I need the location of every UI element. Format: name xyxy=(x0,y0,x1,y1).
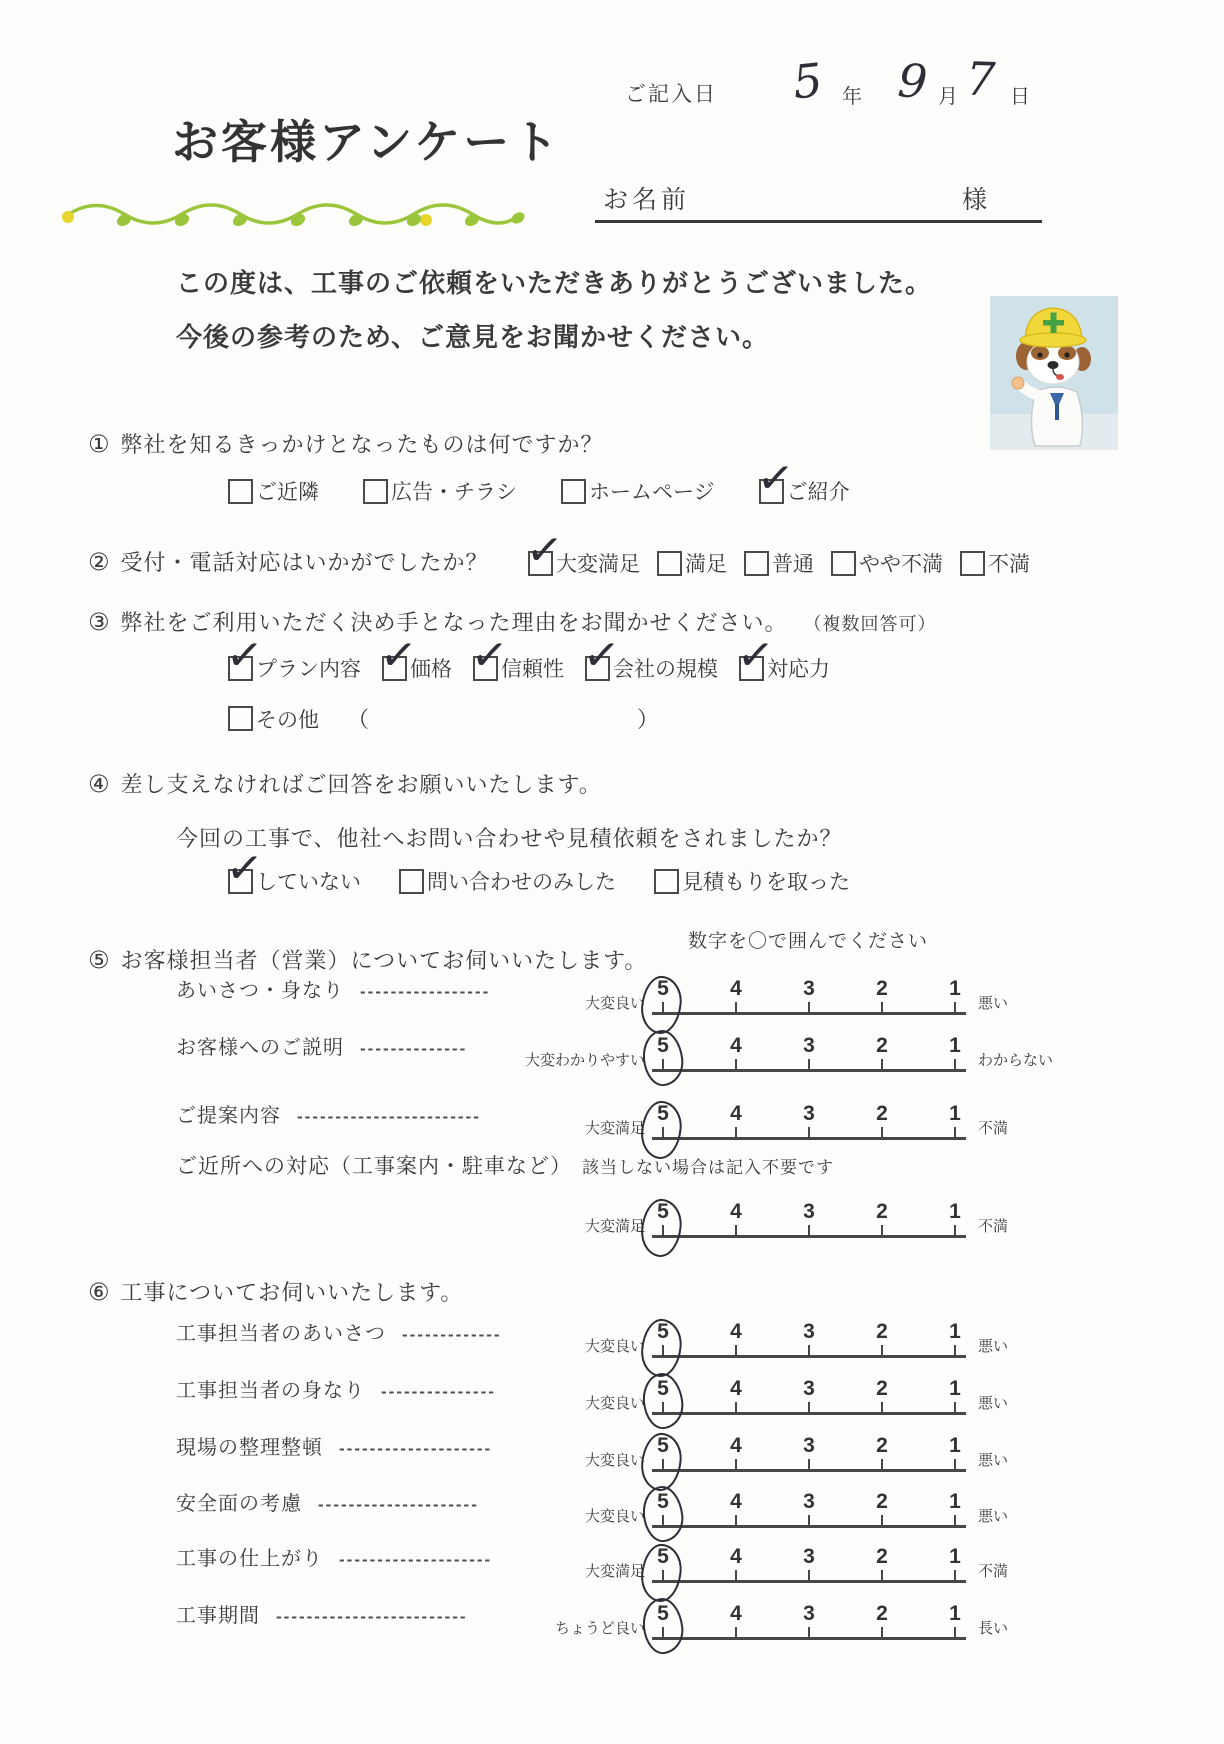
tick-mark xyxy=(881,1225,883,1235)
vine-decoration xyxy=(58,194,526,232)
scale-number-text: 5 xyxy=(657,1377,669,1400)
question-6-number: ⑥ xyxy=(88,1279,111,1306)
intro-line-2: 今後の参考のため、ご意見をお聞かせください。 xyxy=(176,322,769,352)
tick-mark xyxy=(735,1459,737,1469)
construction-dog-mascot xyxy=(990,296,1118,450)
scale-number-3[interactable] xyxy=(798,1435,820,1469)
scale-number-4[interactable] xyxy=(725,1103,747,1137)
scale-number-text: 5 xyxy=(657,1434,669,1457)
scale-number-text: 2 xyxy=(876,977,888,1000)
date-day-value[interactable]: 7 xyxy=(965,51,997,107)
rating-label: 工事の仕上がり xyxy=(176,1548,323,1570)
scale-number-text: 3 xyxy=(803,1490,815,1513)
question-1 xyxy=(88,428,604,459)
date-year-value[interactable]: 5 xyxy=(790,52,826,110)
scale-number-text: 5 xyxy=(657,1545,669,1568)
tick-mark xyxy=(662,1002,664,1012)
rating-row-worker-appearance xyxy=(0,1357,1224,1415)
tick-mark xyxy=(808,1402,810,1412)
scale-number-2[interactable] xyxy=(871,1103,893,1137)
rating-scale[interactable] xyxy=(652,1429,966,1472)
scale-number-5[interactable] xyxy=(652,978,674,1012)
rating-scale[interactable] xyxy=(652,1029,966,1072)
tick-mark xyxy=(662,1627,664,1637)
dotted-leader: ------------------------ xyxy=(297,1107,481,1126)
other-close-paren: ） xyxy=(637,707,660,732)
scale-number-text: 1 xyxy=(949,1490,961,1513)
question-4-text: 差し支えなければご回答をお願いいたします。 xyxy=(120,772,602,797)
scale-number-text: 2 xyxy=(876,1200,888,1223)
scale-number-text: 5 xyxy=(657,977,669,1000)
question-2-options xyxy=(528,548,1030,578)
checkbox-koukoku-chirashi[interactable]: 広告・チラシ xyxy=(363,476,517,506)
scale-number-5[interactable] xyxy=(652,1321,674,1355)
scale-number-text: 3 xyxy=(803,1602,815,1625)
question-3-number: ③ xyxy=(88,609,111,636)
rating-label: 工事担当者のあいさつ xyxy=(176,1323,386,1345)
scale-number-text: 1 xyxy=(949,1034,961,1057)
scale-number-text: 1 xyxy=(949,1545,961,1568)
rating-scale[interactable] xyxy=(652,1540,966,1583)
tick-mark xyxy=(808,1570,810,1580)
scale-right-label: 悪い xyxy=(978,995,1009,1012)
tick-mark xyxy=(954,1627,956,1637)
scale-right-label: 悪い xyxy=(978,1338,1009,1355)
tick-mark xyxy=(662,1402,664,1412)
scale-number-5[interactable] xyxy=(652,1435,674,1469)
tick-mark xyxy=(954,1459,956,1469)
checkbox-toiawase-nomi[interactable]: 問い合わせのみした xyxy=(399,866,616,896)
tick-mark xyxy=(808,1345,810,1355)
other-open-paren: （ xyxy=(347,707,370,732)
not-applicable-note: 該当しない場合は記入不要です xyxy=(582,1158,834,1177)
tick-mark xyxy=(662,1570,664,1580)
date-month-value[interactable]: 9 xyxy=(896,53,930,109)
scale-left-label: 大変満足 xyxy=(584,1120,645,1137)
tick-mark xyxy=(662,1345,664,1355)
scale-number-5[interactable] xyxy=(652,1201,674,1235)
checkbox-homepage[interactable]: ホームページ xyxy=(561,476,715,506)
scale-number-2[interactable] xyxy=(871,1603,893,1637)
rating-row-neighbors xyxy=(0,1180,1224,1238)
dotted-leader: --------------------- xyxy=(318,1495,479,1514)
question-6-text: 工事についてお伺いいたします。 xyxy=(120,1280,464,1305)
scale-number-text: 3 xyxy=(803,1200,815,1223)
rating-scale[interactable] xyxy=(652,1372,966,1415)
checkbox-kakaku[interactable]: ✓ 価格 xyxy=(382,653,452,683)
tick-mark xyxy=(954,1059,956,1069)
scale-number-3[interactable] xyxy=(798,1103,820,1137)
scale-left-label: 大変良い xyxy=(584,995,645,1012)
scale-number-1[interactable] xyxy=(944,1603,966,1637)
scale-left-label: 大変良い xyxy=(584,1395,645,1412)
question-3-options xyxy=(228,653,830,683)
name-input-line[interactable] xyxy=(595,220,1042,223)
rating-label: 安全面の考慮 xyxy=(176,1493,302,1515)
scale-number-text: 5 xyxy=(657,1034,669,1057)
scale-number-text: 1 xyxy=(949,1102,961,1125)
question-3-text: 弊社をご利用いただく決め手となった理由をお聞かせください。 xyxy=(120,610,788,635)
tick-mark xyxy=(954,1127,956,1137)
rating-row-greeting-appearance xyxy=(0,957,1224,1015)
scale-number-5[interactable] xyxy=(652,1378,674,1412)
scale-number-text: 2 xyxy=(876,1102,888,1125)
tick-mark xyxy=(735,1225,737,1235)
scale-number-text: 3 xyxy=(803,1320,815,1343)
scale-number-3[interactable] xyxy=(798,1546,820,1580)
tick-mark xyxy=(881,1627,883,1637)
scale-number-text: 3 xyxy=(803,977,815,1000)
scale-number-text: 3 xyxy=(803,1102,815,1125)
circle-number-instruction: 数字を〇で囲んでください xyxy=(688,931,929,952)
scale-left-label: ちょうど良い xyxy=(554,1620,645,1637)
scale-right-label: 長い xyxy=(978,1620,1009,1637)
scale-number-2[interactable] xyxy=(871,1435,893,1469)
checkbox-goshoukai[interactable]: ✓ ご紹介 xyxy=(759,476,850,506)
checkbox-mitsumori-totta[interactable]: 見積もりを取った xyxy=(654,866,850,896)
scale-number-1[interactable] xyxy=(944,1546,966,1580)
scale-number-2[interactable] xyxy=(871,1201,893,1235)
checkbox-icon[interactable] xyxy=(399,869,424,894)
question-5-text: お客様担当者（営業）についてお伺いいたします。 xyxy=(120,948,648,973)
scale-number-3[interactable] xyxy=(798,1201,820,1235)
intro-text xyxy=(176,256,932,364)
scale-number-text: 2 xyxy=(876,1034,888,1057)
dotted-leader: -------------------- xyxy=(339,1550,493,1569)
question-1-number: ① xyxy=(88,431,111,458)
checkbox-icon[interactable] xyxy=(228,656,253,681)
scale-number-text: 1 xyxy=(949,1434,961,1457)
checkbox-plan-naiyou[interactable]: ✓ プラン内容 xyxy=(228,653,361,683)
scale-number-text: 2 xyxy=(876,1377,888,1400)
checkbox-icon[interactable] xyxy=(228,706,253,731)
scale-number-1[interactable] xyxy=(944,1491,966,1525)
scale-right-label: 悪い xyxy=(978,1452,1009,1469)
rating-row-safety xyxy=(0,1470,1224,1528)
tick-mark xyxy=(881,1459,883,1469)
scale-left-label: 大変良い xyxy=(584,1508,645,1525)
scale-number-text: 4 xyxy=(730,1602,742,1625)
question-2-number: ② xyxy=(88,549,111,576)
scale-number-4[interactable] xyxy=(725,1321,747,1355)
rating-row-construction-period xyxy=(0,1582,1224,1640)
scale-number-1[interactable] xyxy=(944,1201,966,1235)
scale-number-text: 5 xyxy=(657,1102,669,1125)
question-4-options xyxy=(228,866,850,896)
tick-mark xyxy=(954,1515,956,1525)
scale-number-1[interactable] xyxy=(944,1435,966,1469)
scale-number-text: 3 xyxy=(803,1034,815,1057)
question-1-options xyxy=(228,476,850,506)
scale-number-1[interactable] xyxy=(944,1321,966,1355)
tick-mark xyxy=(662,1515,664,1525)
scale-number-4[interactable] xyxy=(725,1201,747,1235)
tick-mark xyxy=(954,1225,956,1235)
tick-mark xyxy=(662,1059,664,1069)
scale-number-text: 4 xyxy=(730,1320,742,1343)
scale-number-2[interactable] xyxy=(871,1378,893,1412)
checkbox-icon[interactable] xyxy=(759,479,784,504)
checkbox-shiteinai[interactable]: ✓ していない xyxy=(228,866,361,896)
question-1-text: 弊社を知るきっかけとなったものは何ですか？ xyxy=(120,432,604,457)
scale-number-4[interactable] xyxy=(725,1035,747,1069)
rating-label: あいさつ・身なり xyxy=(176,980,344,1002)
checkbox-icon[interactable] xyxy=(657,551,682,576)
date-month-unit: 月 xyxy=(938,86,958,108)
rating-label: ご提案内容 xyxy=(176,1105,281,1127)
question-4 xyxy=(88,768,602,799)
rating-label: 現場の整理整頓 xyxy=(176,1437,323,1459)
rating-label: お客様へのご説明 xyxy=(176,1037,344,1059)
name-label: お名前 xyxy=(603,186,691,214)
question-5-number: ⑤ xyxy=(88,947,111,974)
scale-number-4[interactable] xyxy=(725,1603,747,1637)
scale-number-5[interactable] xyxy=(652,1546,674,1580)
scale-number-text: 4 xyxy=(730,1034,742,1057)
scale-right-label: 不満 xyxy=(978,1563,1009,1580)
tick-mark xyxy=(662,1127,664,1137)
tick-mark xyxy=(735,1127,737,1137)
checkbox-icon[interactable] xyxy=(831,551,856,576)
scale-number-text: 2 xyxy=(876,1490,888,1513)
scale-number-1[interactable] xyxy=(944,1378,966,1412)
tick-mark xyxy=(954,1570,956,1580)
scale-number-5[interactable] xyxy=(652,1603,674,1637)
scale-right-label: 不満 xyxy=(978,1120,1009,1137)
scale-number-4[interactable] xyxy=(725,1378,747,1412)
scale-number-3[interactable] xyxy=(798,1603,820,1637)
checkbox-shinraisei[interactable]: ✓ 信頼性 xyxy=(473,653,564,683)
scale-number-2[interactable] xyxy=(871,1546,893,1580)
scale-number-1[interactable] xyxy=(944,1103,966,1137)
scale-number-1[interactable] xyxy=(944,1035,966,1069)
scale-number-text: 1 xyxy=(949,1377,961,1400)
tick-mark xyxy=(662,1225,664,1235)
name-honorific: 様 xyxy=(962,186,992,214)
tick-mark xyxy=(881,1515,883,1525)
scale-left-label: 大変良い xyxy=(584,1452,645,1469)
scale-number-text: 3 xyxy=(803,1377,815,1400)
tick-mark xyxy=(954,1002,956,1012)
scale-number-text: 5 xyxy=(657,1320,669,1343)
checkbox-icon[interactable] xyxy=(739,656,764,681)
tick-mark xyxy=(808,1059,810,1069)
checkbox-icon[interactable] xyxy=(363,479,388,504)
dotted-leader: -------------- xyxy=(360,1039,468,1058)
tick-mark xyxy=(808,1459,810,1469)
rating-row-neighbors-label: ご近所への対応（工事案内・駐車など） 該当しない場合は記入不要です xyxy=(176,1155,834,1178)
scale-number-text: 3 xyxy=(803,1545,815,1568)
tick-mark xyxy=(954,1345,956,1355)
tick-mark xyxy=(735,1515,737,1525)
tick-mark xyxy=(808,1002,810,1012)
rating-row-explanation xyxy=(0,1014,1224,1072)
date-day-unit: 日 xyxy=(1010,86,1030,108)
scale-left-label: 大変良い xyxy=(584,1338,645,1355)
rating-row-proposal xyxy=(0,1082,1224,1140)
checkbox-icon[interactable] xyxy=(960,551,985,576)
scale-number-1[interactable] xyxy=(944,978,966,1012)
checkbox-icon[interactable] xyxy=(561,479,586,504)
scale-number-5[interactable] xyxy=(652,1035,674,1069)
rating-label: 工事担当者の身なり xyxy=(176,1380,365,1402)
scale-number-text: 4 xyxy=(730,1434,742,1457)
scale-number-text: 1 xyxy=(949,1602,961,1625)
scale-number-2[interactable] xyxy=(871,978,893,1012)
scale-number-3[interactable] xyxy=(798,1378,820,1412)
scale-number-4[interactable] xyxy=(725,1435,747,1469)
date-year-unit: 年 xyxy=(842,86,862,108)
question-4-subtext: 今回の工事で、他社へお問い合わせや見積依頼をされましたか？ xyxy=(176,826,843,851)
checkbox-fuman[interactable]: 不満 xyxy=(960,548,1030,578)
tick-mark xyxy=(735,1627,737,1637)
scale-right-label: 悪い xyxy=(978,1395,1009,1412)
scale-number-text: 1 xyxy=(949,1320,961,1343)
scale-number-5[interactable] xyxy=(652,1103,674,1137)
checkbox-manzoku[interactable]: 満足 xyxy=(657,548,727,578)
scale-number-text: 4 xyxy=(730,977,742,1000)
tick-mark xyxy=(881,1402,883,1412)
scale-number-3[interactable] xyxy=(798,1321,820,1355)
scale-number-5[interactable] xyxy=(652,1491,674,1525)
page-title: お客様アンケート xyxy=(172,116,562,168)
rating-scale[interactable] xyxy=(652,1195,966,1238)
scale-number-text: 5 xyxy=(657,1200,669,1223)
checkbox-icon[interactable] xyxy=(744,551,769,576)
checkbox-icon[interactable] xyxy=(228,479,253,504)
tick-mark xyxy=(954,1402,956,1412)
tick-mark xyxy=(881,1570,883,1580)
rating-scale[interactable] xyxy=(652,1485,966,1528)
tick-mark xyxy=(735,1002,737,1012)
dotted-leader: ------------------------- xyxy=(276,1607,468,1626)
scale-left-label: 大変わかりやすい xyxy=(524,1052,645,1069)
tick-mark xyxy=(735,1345,737,1355)
scale-number-2[interactable] xyxy=(871,1035,893,1069)
scale-left-label: 大変満足 xyxy=(584,1218,645,1235)
scale-number-text: 2 xyxy=(876,1320,888,1343)
scale-number-3[interactable] xyxy=(798,1035,820,1069)
scale-number-text: 2 xyxy=(876,1434,888,1457)
scale-number-4[interactable] xyxy=(725,978,747,1012)
rating-scale[interactable] xyxy=(652,1315,966,1358)
question-2 xyxy=(88,546,489,577)
scale-right-label: わからない xyxy=(978,1052,1054,1069)
question-4-number: ④ xyxy=(88,771,111,798)
scale-number-text: 5 xyxy=(657,1602,669,1625)
tick-mark xyxy=(881,1345,883,1355)
dotted-leader: ----------------- xyxy=(360,982,491,1001)
rating-scale[interactable] xyxy=(652,972,966,1015)
question-3-other-row xyxy=(228,703,659,734)
rating-row-site-tidiness xyxy=(0,1414,1224,1472)
scale-number-2[interactable] xyxy=(871,1321,893,1355)
checkbox-icon[interactable] xyxy=(382,656,407,681)
checkbox-icon[interactable] xyxy=(473,656,498,681)
question-2-text: 受付・電話対応はいかがでしたか？ xyxy=(120,550,489,575)
date-label: ご記入日 xyxy=(625,83,717,106)
dotted-leader: -------------------- xyxy=(339,1439,493,1458)
scale-number-text: 4 xyxy=(730,1102,742,1125)
scale-left-label: 大変満足 xyxy=(584,1563,645,1580)
checkbox-futsuu[interactable]: 普通 xyxy=(744,548,814,578)
rating-scale[interactable] xyxy=(652,1097,966,1140)
scale-number-text: 2 xyxy=(876,1602,888,1625)
tick-mark xyxy=(735,1570,737,1580)
scale-number-4[interactable] xyxy=(725,1546,747,1580)
tick-mark xyxy=(808,1225,810,1235)
checkbox-sonota[interactable]: その他 xyxy=(228,704,319,734)
checkbox-taihen-manzoku[interactable]: ✓ 大変満足 xyxy=(528,548,640,578)
rating-label: 工事期間 xyxy=(176,1605,260,1627)
tick-mark xyxy=(881,1127,883,1137)
dotted-leader: --------------- xyxy=(381,1382,496,1401)
question-3 xyxy=(88,606,937,637)
scale-number-text: 2 xyxy=(876,1545,888,1568)
tick-mark xyxy=(808,1515,810,1525)
rating-scale[interactable] xyxy=(652,1597,966,1640)
checkbox-gokinrin[interactable]: ご近隣 xyxy=(228,476,319,506)
rating-row-finish-quality xyxy=(0,1525,1224,1583)
scale-number-text: 4 xyxy=(730,1200,742,1223)
checkbox-icon[interactable] xyxy=(585,656,610,681)
scale-number-text: 5 xyxy=(657,1490,669,1513)
tick-mark xyxy=(662,1459,664,1469)
tick-mark xyxy=(881,1059,883,1069)
tick-mark xyxy=(881,1002,883,1012)
checkbox-icon[interactable] xyxy=(228,869,253,894)
scale-number-2[interactable] xyxy=(871,1491,893,1525)
scale-number-text: 4 xyxy=(730,1490,742,1513)
scale-number-text: 1 xyxy=(949,1200,961,1223)
scale-right-label: 不満 xyxy=(978,1218,1009,1235)
checkbox-taiouryoku[interactable]: ✓ 対応力 xyxy=(739,653,830,683)
tick-mark xyxy=(735,1402,737,1412)
tick-mark xyxy=(808,1627,810,1637)
scale-number-3[interactable] xyxy=(798,978,820,1012)
dotted-leader: ------------- xyxy=(402,1325,502,1344)
scale-number-3[interactable] xyxy=(798,1491,820,1525)
scale-number-text: 4 xyxy=(730,1545,742,1568)
tick-mark xyxy=(735,1059,737,1069)
intro-line-1: この度は、工事のご依頼をいただきありがとうございました。 xyxy=(176,268,933,298)
scale-number-4[interactable] xyxy=(725,1491,747,1525)
scale-number-text: 1 xyxy=(949,977,961,1000)
scale-number-text: 4 xyxy=(730,1377,742,1400)
checkbox-icon[interactable] xyxy=(654,869,679,894)
scale-right-label: 悪い xyxy=(978,1508,1009,1525)
tick-mark xyxy=(808,1127,810,1137)
question-3-note: （複数回答可） xyxy=(803,614,937,634)
checkbox-kaisha-kibo[interactable]: ✓ 会社の規模 xyxy=(585,653,718,683)
checkbox-yaya-fuman[interactable]: やや不満 xyxy=(831,548,943,578)
checkbox-icon[interactable] xyxy=(528,551,553,576)
rating-row-worker-greeting xyxy=(0,1300,1224,1358)
scale-number-text: 3 xyxy=(803,1434,815,1457)
